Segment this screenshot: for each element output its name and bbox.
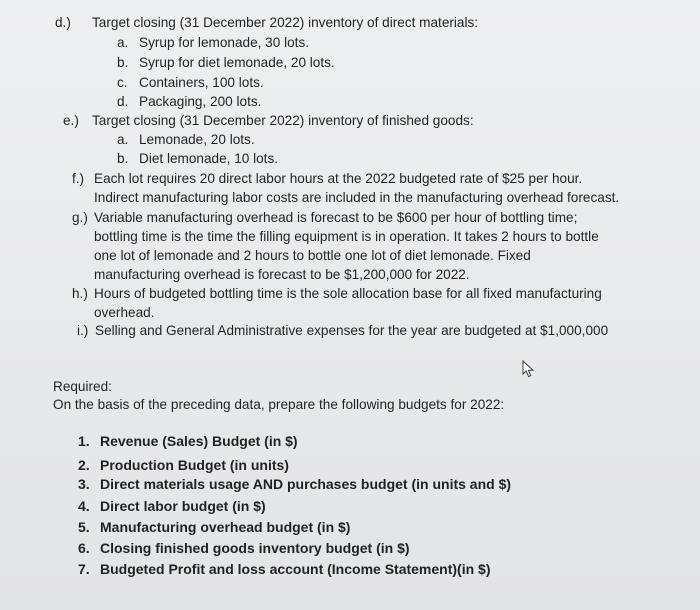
list-text: Direct materials usage AND purchases budget (in units and $) <box>100 476 512 492</box>
sub-marker: d. <box>117 94 129 109</box>
item-e-marker: e.) <box>63 113 79 128</box>
sub-text: Syrup for diet lemonade, 20 lots. <box>139 55 335 70</box>
item-d-sub-b <box>117 54 335 72</box>
item-e-sub-a <box>117 131 255 149</box>
list-text: Revenue (Sales) Budget (in $) <box>100 433 298 449</box>
item-d-marker: d.) <box>55 15 71 30</box>
item-i-text: Selling and General Administrative expenses for the year are budgeted at $1,000,000 <box>95 323 609 338</box>
item-d-sub-d <box>117 93 261 111</box>
sub-marker: c. <box>117 75 128 90</box>
sub-text: Lemonade, 20 lots. <box>139 132 255 147</box>
list-text: Manufacturing overhead budget (in $) <box>100 519 351 535</box>
sub-marker: a. <box>117 132 129 147</box>
item-h-line-2: overhead. <box>94 305 155 320</box>
item-g-line-1 <box>72 209 577 227</box>
item-h-marker: h.) <box>72 286 88 301</box>
item-f-line-2: Indirect manufacturing labor costs are included in the manufacturing overhead forecast. <box>94 190 620 205</box>
item-d-text: Target closing (31 December 2022) inventory of direct materials: <box>92 15 479 30</box>
list-text: Direct labor budget (in $) <box>100 498 266 514</box>
sub-marker: b. <box>117 55 129 70</box>
list-number: 7. <box>78 561 90 577</box>
list-text: Closing finished goods inventory budget (in $) <box>100 540 410 556</box>
list-text: Budgeted Profit and loss account (Income Statement)(in $) <box>100 561 491 577</box>
item-i-marker: i.) <box>77 323 89 338</box>
mouse-pointer-icon <box>522 360 536 378</box>
item-f-line-1 <box>72 170 582 188</box>
list-item <box>78 518 350 536</box>
item-d-line <box>55 14 478 32</box>
item-g-line-2: bottling time is the time the filling equipment is in operation. It takes 2 hours to bottle <box>94 229 599 244</box>
sub-text: Packaging, 200 lots. <box>139 94 262 109</box>
list-item <box>78 560 490 578</box>
list-number: 1. <box>78 433 90 449</box>
item-e-line <box>63 112 474 130</box>
item-f-text: Each lot requires 20 direct labor hours at the 2022 budgeted rate of $25 per hour. <box>94 171 583 186</box>
item-h-line-1 <box>72 285 602 303</box>
item-f-marker: f.) <box>72 171 85 186</box>
item-d-sub-a <box>117 34 309 52</box>
list-item <box>78 432 298 450</box>
item-e-sub-b <box>117 150 278 168</box>
list-number: 4. <box>78 498 90 514</box>
list-number: 5. <box>78 519 90 535</box>
item-d-sub-c <box>117 74 264 92</box>
list-item <box>78 475 511 493</box>
list-item <box>78 456 289 474</box>
sub-text: Syrup for lemonade, 30 lots. <box>139 35 310 50</box>
item-g-line-3: one lot of lemonade and 2 hours to bottle one lot of diet lemonade. Fixed <box>94 248 531 263</box>
list-number: 6. <box>78 540 90 556</box>
list-number: 2. <box>78 457 90 473</box>
list-item <box>78 539 410 557</box>
sub-text: Containers, 100 lots. <box>139 75 264 90</box>
list-item <box>78 497 266 515</box>
item-i-line <box>77 322 608 340</box>
sub-text: Diet lemonade, 10 lots. <box>139 151 279 166</box>
item-g-text: Variable manufacturing overhead is forecast to be $600 per hour of bottling time; <box>94 210 578 225</box>
item-h-text: Hours of budgeted bottling time is the sole allocation base for all fixed manufacturing <box>94 286 602 301</box>
item-g-marker: g.) <box>72 210 88 225</box>
item-e-text: Target closing (31 December 2022) inventory of finished goods: <box>92 113 474 128</box>
list-text: Production Budget (in units) <box>100 457 289 473</box>
sub-marker: b. <box>117 151 129 166</box>
required-intro: On the basis of the preceding data, prepare the following budgets for 2022: <box>53 397 505 412</box>
required-label: Required: <box>53 379 112 394</box>
list-number: 3. <box>78 476 90 492</box>
sub-marker: a. <box>117 35 129 50</box>
item-g-line-4: manufacturing overhead is forecast to be $1,200,000 for 2022. <box>94 267 470 282</box>
